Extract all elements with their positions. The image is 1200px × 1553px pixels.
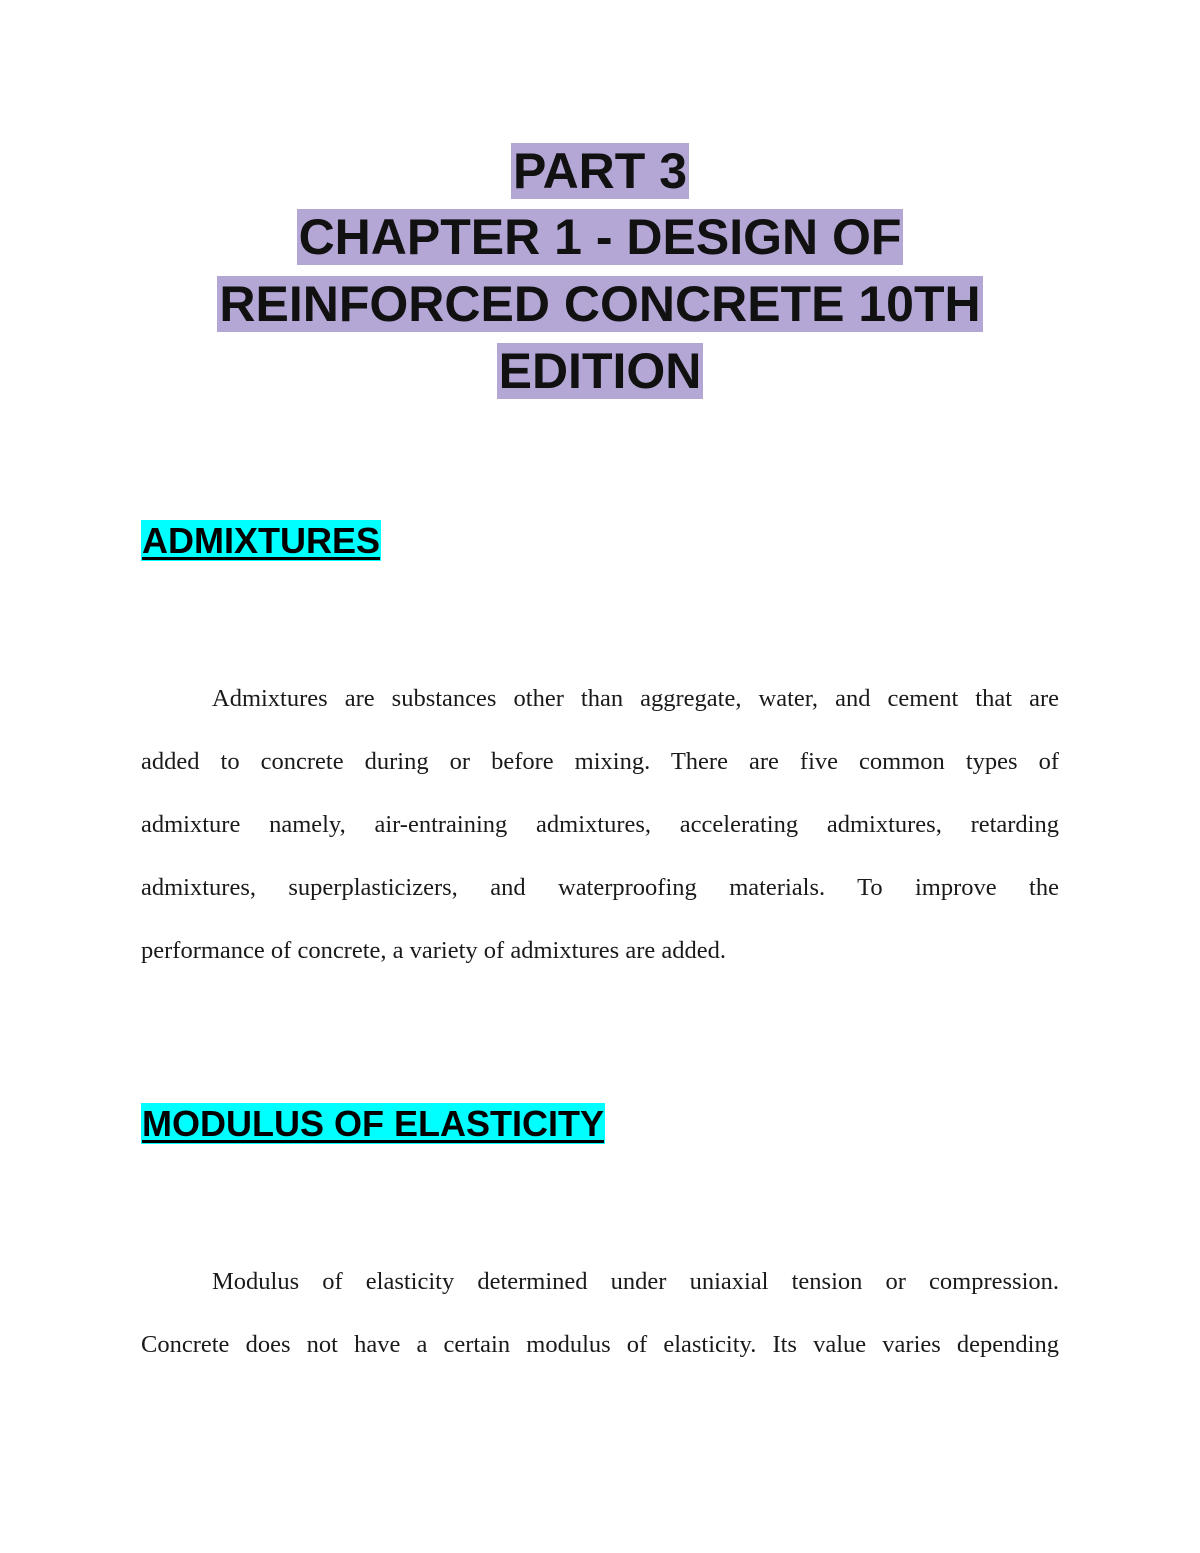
paragraph-line: added to concrete during or before mixing. There are five common types of [141,748,1059,775]
paragraph-admixtures [141,667,1059,982]
paragraph-line: Concrete does not have a certain modulus of elasticity. Its value varies depending [141,1331,1059,1358]
title-part-text: PART 3 [512,143,688,199]
title-part-line [140,138,1060,204]
paragraph-line: admixtures, superplasticizers, and waterproofing materials. To improve the [141,874,1059,901]
paragraph-line: performance of concrete, a variety of admixtures are added. [141,937,726,964]
paragraph-line: Admixtures are substances other than aggregate, water, and cement that are [212,685,1059,712]
section-heading-admixtures [141,517,381,565]
title-line-1-text: CHAPTER 1 - DESIGN OF [298,209,902,265]
paragraph-line: admixture namely, air-entraining admixtures, accelerating admixtures, retarding [141,811,1059,838]
document-title [140,138,1060,405]
title-line-1 [140,204,1060,271]
title-line-2-text: REINFORCED CONCRETE 10TH [219,276,981,332]
paragraph-modulus-of-elasticity [141,1250,1059,1376]
section-heading-modulus-text: MODULUS OF ELASTICITY [142,1103,604,1144]
section-heading-admixtures-text: ADMIXTURES [142,520,381,561]
title-line-3-text: EDITION [498,343,702,399]
title-line-3 [140,338,1060,405]
section-heading-modulus-of-elasticity [141,1100,605,1148]
paragraph-line: Modulus of elasticity determined under uniaxial tension or compression. [212,1268,1059,1295]
title-line-2 [140,271,1060,338]
